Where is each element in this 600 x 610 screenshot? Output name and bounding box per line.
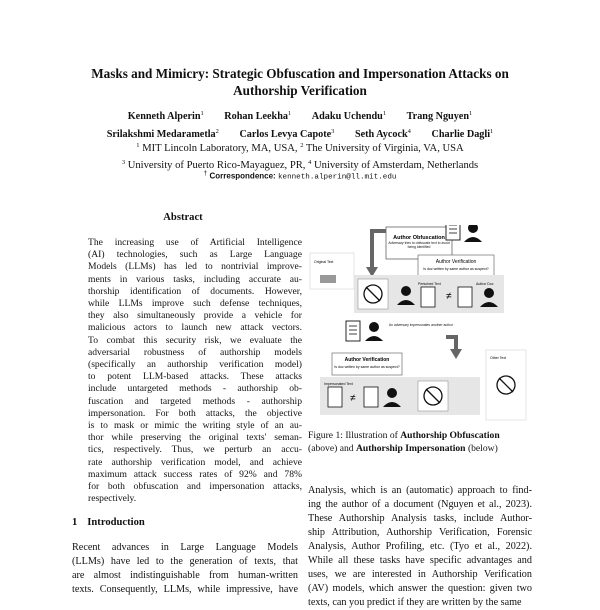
intro-column-2: [308, 484, 532, 610]
document-icon: [446, 225, 460, 240]
abstract-heading: Abstract: [163, 212, 203, 223]
body-line: ship Attribution, Authorship Verification, Forensic: [308, 527, 532, 538]
correspondence-label: Correspondence:: [209, 171, 276, 181]
body-line: These Authorship Analysis tasks, include Author-: [308, 513, 532, 524]
author: Adaku Uchendu$^1$: [311, 110, 387, 122]
person-icon: [401, 286, 411, 296]
svg-text:≠: ≠: [350, 393, 356, 404]
svg-text:Other Text: Other Text: [490, 356, 507, 360]
abstract-line: maximum attack success rates of 92% and 78%: [88, 468, 302, 480]
affiliation-line-2: $^3$ University of Puerto Rico-Mayaguez, PR, $^4$ University of Amsterdam, Netherlands: [121, 159, 479, 171]
body-line: Recent advances in Large Language Models: [72, 542, 298, 553]
svg-text:Author Verification: Author Verification: [344, 357, 390, 363]
svg-text:Original Text: Original Text: [314, 260, 334, 264]
body-line: texts, can you predict if they are written by the same: [308, 597, 522, 608]
obfuscation-title: Author Obfuscation: [393, 235, 445, 241]
body-line: texts. Consequently, LLMs, while impressive, have: [72, 584, 298, 595]
correspondence: † Correspondence: kenneth.alperin@ll.mit.edu: [203, 170, 397, 182]
author: Charlie Dagli$^1$: [431, 128, 494, 140]
person-icon: [468, 225, 478, 233]
abstract-line: The increasing use of Artificial Intelligence: [88, 237, 302, 248]
svg-text:Author Doc: Author Doc: [476, 282, 494, 286]
body-line: uses, we are interested in Authorship Verification: [308, 569, 532, 580]
abstract-line: tics, respectively. Thus, we perturb an accu-: [88, 444, 302, 456]
abstract-line: (specifically an authorship verification model): [88, 359, 302, 371]
abstract-line: to potent LLM-based attacks. These attacks: [88, 371, 302, 383]
body-line: (LLMs) have led to the generation of texts, that: [72, 556, 298, 567]
abstract-body: [88, 237, 302, 505]
abstract-line: To combat this security risk, we evaluate the: [88, 334, 302, 346]
abstract-line: respectively.: [88, 493, 137, 505]
original-doc-note: [310, 253, 354, 289]
abstract-line: rate authorship verification model, and achieve: [88, 456, 302, 468]
author: Rohan Leekha$^1$: [224, 110, 292, 122]
abstract-line: (AI) technologies, such as Large Language: [88, 249, 302, 261]
author: Trang Nguyen$^1$: [406, 110, 473, 122]
body-line: (AV) models, which answer the question: given two: [308, 583, 532, 594]
abstract-line: for both obfuscation and impersonation attacks,: [88, 481, 302, 493]
svg-text:Is doc written by same author: Is doc written by same author as suspect?: [423, 267, 489, 271]
document-icon: [346, 321, 360, 341]
paper-title: [60, 65, 540, 99]
abstract-line: is to mask or mimic the writing style of an au-: [88, 420, 302, 432]
body-line: are almost indistinguishable from human-written: [72, 570, 298, 581]
abstract-line: adversarial robustness of authorship models: [88, 346, 302, 358]
abstract-line: thor while preserving the original texts' seman-: [88, 432, 302, 444]
abstract-line: malicious actors to launch new attack vectors.: [88, 322, 302, 334]
author: Carlos Levya Capote$^3$: [239, 128, 335, 140]
abstract-line: they also simultaneously provide a vehicle for: [88, 310, 302, 322]
figure-1: [306, 225, 534, 425]
intro-column-1: [72, 541, 298, 597]
svg-text:Perturbed Text: Perturbed Text: [418, 282, 441, 286]
author-list: [40, 106, 560, 142]
svg-text:Is doc written by same author: Is doc written by same author as suspect?: [334, 365, 400, 369]
body-line: Analysis, which is an (automatic) approach to find-: [308, 485, 532, 496]
author: Seth Aycock$^4$: [354, 128, 411, 140]
body-line: ing the author of a document (Nguyen et al., 2023).: [308, 499, 532, 510]
abstract-line: fuscation and targeted methods - authorship: [88, 395, 302, 407]
abstract-line: while LLMs improve such defense techniques,: [88, 298, 302, 310]
affiliations: [40, 139, 560, 173]
abstract-line: Models (LLMs) has led to nontrivial improve-: [88, 261, 302, 273]
author: Kenneth Alperin$^1$: [127, 110, 204, 122]
author: Srilakshmi Medarametla$^2$: [106, 128, 219, 140]
abstract-line: include untargeted methods - authorship ob-: [88, 383, 302, 395]
svg-text:Impersonated Text: Impersonated Text: [324, 382, 353, 386]
abstract-line: impersonation. For both attacks, the objective: [88, 407, 302, 419]
abstract-line: ments in various tasks, including accurate au-: [88, 273, 302, 285]
svg-text:Author Verification: Author Verification: [435, 259, 477, 265]
not-equal-symbol: ≠: [446, 291, 452, 302]
body-line: Analysis, Author Profiling, etc. (Tyo et al., 2022).: [308, 541, 532, 552]
body-line: While all these tasks have specific advantages and: [308, 555, 532, 566]
title-line-2: Authorship Verification: [233, 83, 367, 98]
title-line-1: Masks and Mimicry: Strategic Obfuscation and Impersonation Attacks on: [91, 66, 509, 81]
affiliation-line-1: $^1$ MIT Lincoln Laboratory, MA, USA, $^2$ The University of Virginia, VA, USA: [136, 142, 464, 154]
arrow: [372, 231, 386, 269]
impersonator-note: An adversary impersonates another author: [388, 323, 454, 327]
obfuscation-subtitle: Adversary tries to obfuscate text to avoid being identified: [388, 241, 450, 249]
abstract-line: thorship identification of documents. However,: [88, 285, 302, 297]
correspondence-email[interactable]: kenneth.alperin@ll.mit.edu: [277, 173, 397, 182]
section-heading-introduction: 1 Introduction: [72, 517, 145, 528]
author-row-1: [40, 106, 560, 124]
figure-caption: Figure 1: Illustration of Authorship Obfuscation (above) and Authorship Impersonation (below): [308, 430, 500, 454]
